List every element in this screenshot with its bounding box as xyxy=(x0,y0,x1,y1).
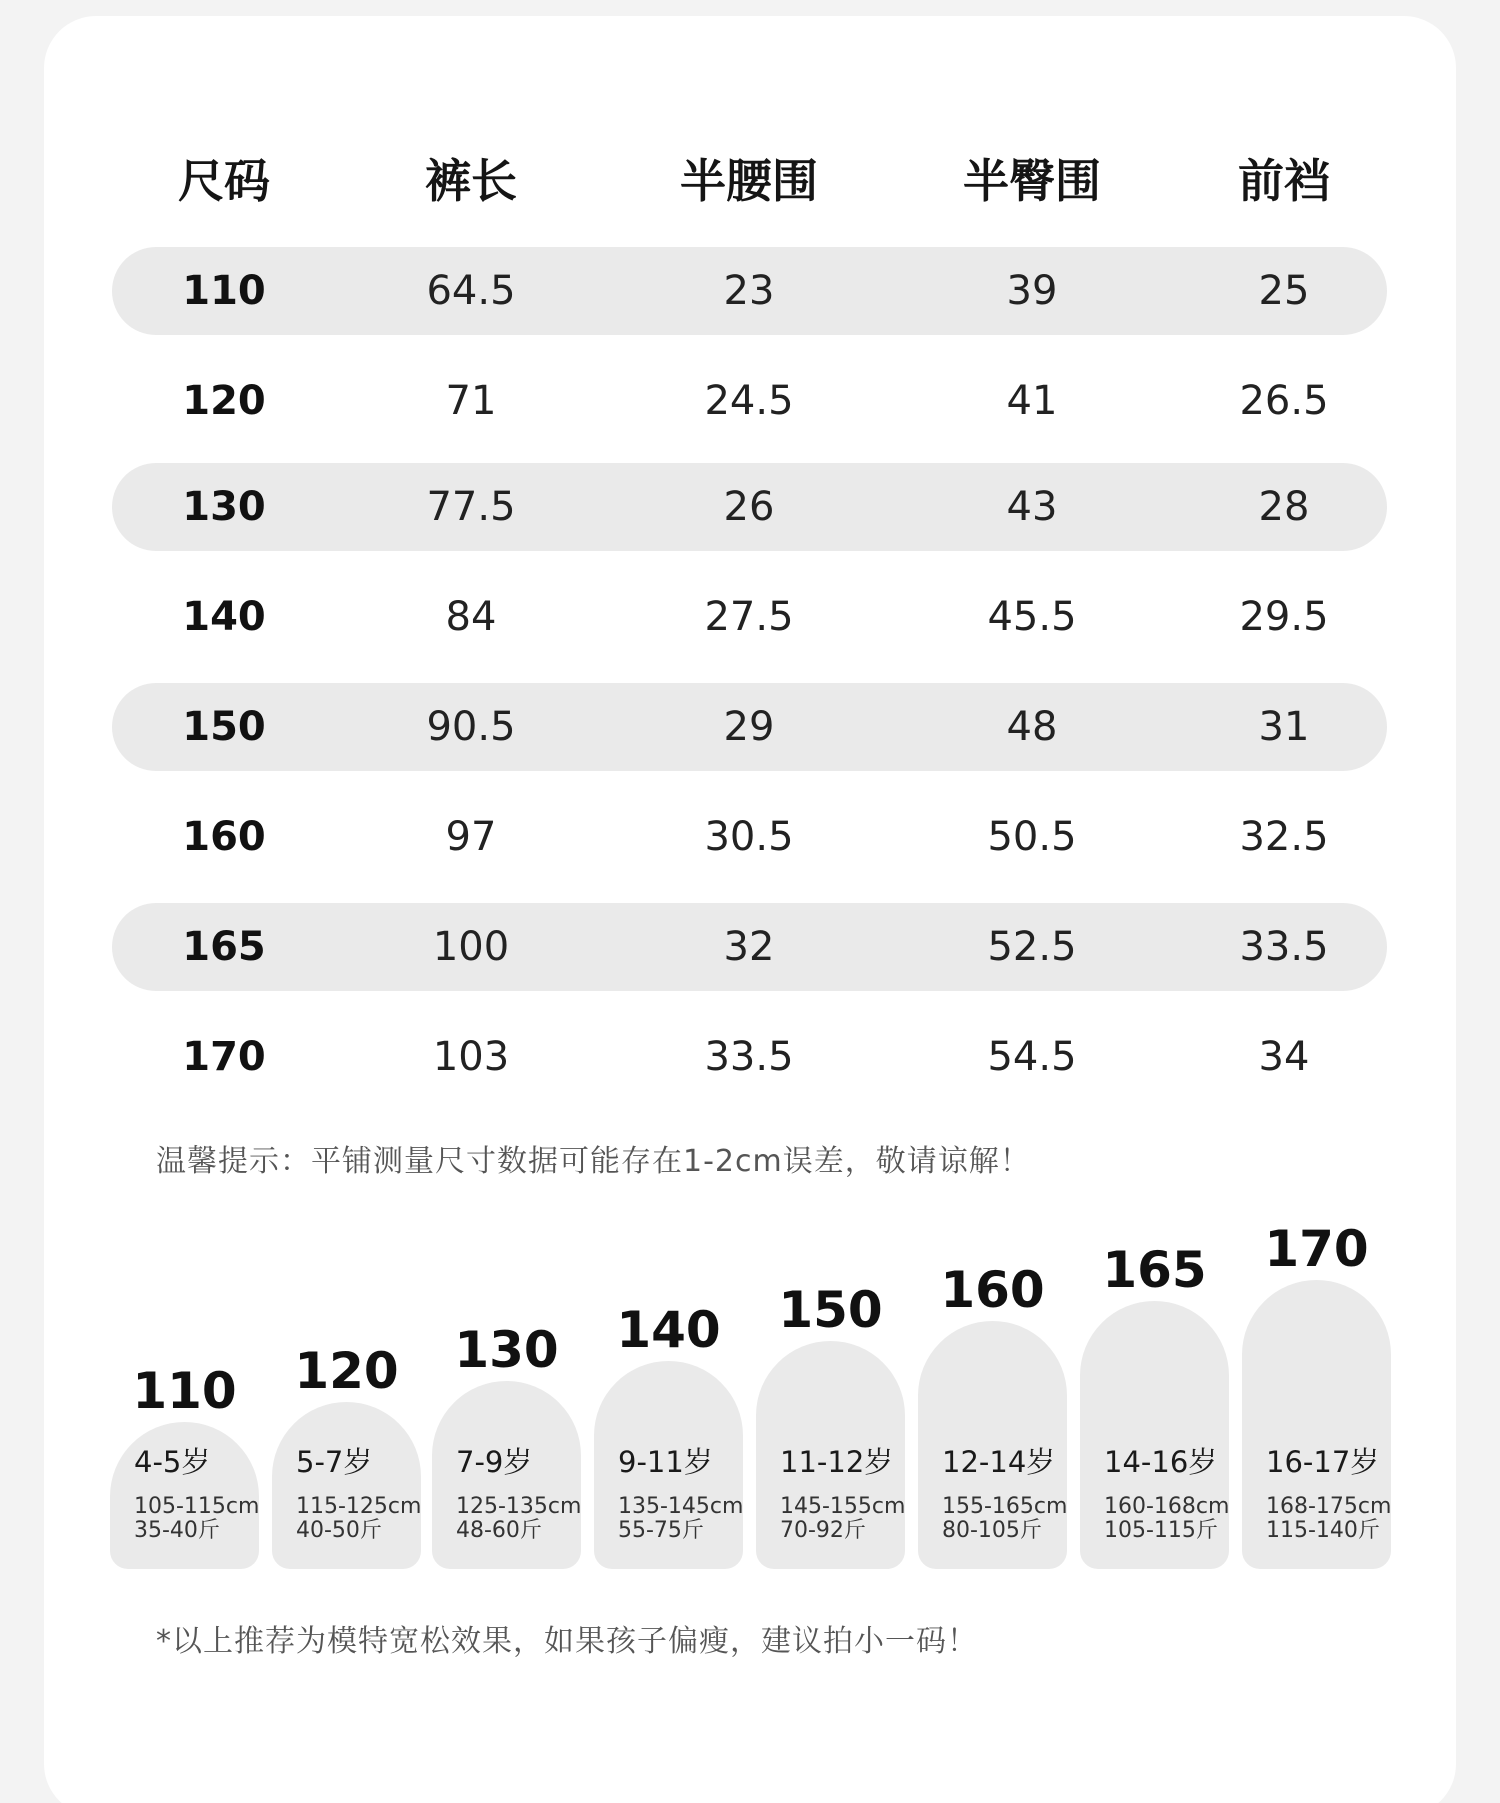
bar-height-range: 115-125cm xyxy=(296,1494,422,1519)
bar-height-range: 168-175cm xyxy=(1266,1494,1392,1519)
bar-size-label: 140 xyxy=(616,1301,721,1359)
cell-pants-length: 84 xyxy=(445,594,497,640)
cell-pants-length: 77.5 xyxy=(426,484,516,530)
bar-height-range: 105-115cm xyxy=(134,1494,260,1519)
cell-half-waist: 27.5 xyxy=(704,594,794,640)
bar-weight-range: 80-105斤 xyxy=(942,1518,1042,1543)
cell-size: 160 xyxy=(182,814,266,860)
cell-front-rise: 26.5 xyxy=(1239,378,1329,424)
cell-half-hip: 41 xyxy=(1006,378,1058,424)
cell-half-waist: 33.5 xyxy=(704,1034,794,1080)
cell-half-waist: 24.5 xyxy=(704,378,794,424)
cell-size: 110 xyxy=(182,268,266,314)
bar-age: 5-7岁 xyxy=(296,1445,373,1479)
cell-front-rise: 34 xyxy=(1258,1034,1310,1080)
cell-half-hip: 45.5 xyxy=(987,594,1077,640)
cell-pants-length: 64.5 xyxy=(426,268,516,314)
table-row xyxy=(44,1013,1456,1101)
header-pants-length: 裤长 xyxy=(425,154,517,208)
bar-size-label: 160 xyxy=(940,1261,1045,1319)
bar-height-range: 125-135cm xyxy=(456,1494,582,1519)
size-bar xyxy=(1080,1301,1229,1569)
header-size: 尺码 xyxy=(178,154,270,208)
bar-weight-range: 48-60斤 xyxy=(456,1518,542,1543)
bar-weight-range: 115-140斤 xyxy=(1266,1518,1380,1543)
size-bar xyxy=(918,1321,1067,1569)
bar-height-range: 155-165cm xyxy=(942,1494,1068,1519)
cell-pants-length: 100 xyxy=(432,924,510,970)
cell-size: 150 xyxy=(182,704,266,750)
bar-age: 16-17岁 xyxy=(1266,1445,1380,1479)
bar-age: 7-9岁 xyxy=(456,1445,533,1479)
size-bar xyxy=(1242,1280,1391,1569)
size-chart-card xyxy=(44,16,1456,1803)
cell-half-waist: 26 xyxy=(723,484,775,530)
measurement-tip: 温馨提示：平铺测量尺寸数据可能存在1-2cm误差，敬请谅解！ xyxy=(156,1144,1031,1179)
table-row xyxy=(44,247,1456,335)
cell-size: 165 xyxy=(182,924,266,970)
size-bar xyxy=(272,1402,421,1569)
cell-size: 130 xyxy=(182,484,266,530)
cell-pants-length: 90.5 xyxy=(426,704,516,750)
cell-half-waist: 30.5 xyxy=(704,814,794,860)
size-bar xyxy=(756,1341,905,1569)
table-row xyxy=(44,903,1456,991)
bar-age: 14-16岁 xyxy=(1104,1445,1218,1479)
bar-size-label: 165 xyxy=(1102,1241,1207,1299)
bar-weight-range: 35-40斤 xyxy=(134,1518,220,1543)
table-header xyxy=(44,146,1456,216)
bar-weight-range: 70-92斤 xyxy=(780,1518,866,1543)
bar-weight-range: 55-75斤 xyxy=(618,1518,704,1543)
cell-pants-length: 103 xyxy=(432,1034,510,1080)
bar-size-label: 120 xyxy=(294,1342,399,1400)
cell-half-hip: 43 xyxy=(1006,484,1058,530)
bar-height-range: 160-168cm xyxy=(1104,1494,1230,1519)
table-row xyxy=(44,463,1456,551)
cell-half-waist: 23 xyxy=(723,268,775,314)
bar-age: 11-12岁 xyxy=(780,1445,894,1479)
bar-age: 9-11岁 xyxy=(618,1445,713,1479)
size-bar xyxy=(432,1381,581,1569)
cell-front-rise: 31 xyxy=(1258,704,1310,750)
bar-age: 12-14岁 xyxy=(942,1445,1056,1479)
cell-size: 140 xyxy=(182,594,266,640)
header-half-hip: 半臀围 xyxy=(963,154,1101,208)
bar-height-range: 135-145cm xyxy=(618,1494,744,1519)
cell-front-rise: 28 xyxy=(1258,484,1310,530)
cell-pants-length: 71 xyxy=(445,378,497,424)
bar-size-label: 110 xyxy=(132,1362,237,1420)
bar-height-range: 145-155cm xyxy=(780,1494,906,1519)
size-bar xyxy=(110,1422,259,1569)
size-bar xyxy=(594,1361,743,1569)
cell-half-waist: 32 xyxy=(723,924,775,970)
recommendation-footnote: *以上推荐为模特宽松效果，如果孩子偏瘦，建议拍小一码！ xyxy=(156,1624,978,1659)
table-row xyxy=(44,573,1456,661)
cell-half-hip: 54.5 xyxy=(987,1034,1077,1080)
header-front-rise: 前裆 xyxy=(1238,154,1330,208)
cell-pants-length: 97 xyxy=(445,814,497,860)
cell-front-rise: 25 xyxy=(1258,268,1310,314)
bar-weight-range: 105-115斤 xyxy=(1104,1518,1218,1543)
bar-age: 4-5岁 xyxy=(134,1445,211,1479)
header-half-waist: 半腰围 xyxy=(680,154,818,208)
bar-weight-range: 40-50斤 xyxy=(296,1518,382,1543)
cell-half-hip: 39 xyxy=(1006,268,1058,314)
table-row xyxy=(44,793,1456,881)
cell-size: 120 xyxy=(182,378,266,424)
table-row xyxy=(44,683,1456,771)
table-row xyxy=(44,357,1456,445)
cell-front-rise: 33.5 xyxy=(1239,924,1329,970)
cell-half-hip: 48 xyxy=(1006,704,1058,750)
cell-front-rise: 29.5 xyxy=(1239,594,1329,640)
cell-half-hip: 52.5 xyxy=(987,924,1077,970)
cell-front-rise: 32.5 xyxy=(1239,814,1329,860)
bar-size-label: 170 xyxy=(1264,1220,1369,1278)
cell-size: 170 xyxy=(182,1034,266,1080)
cell-half-hip: 50.5 xyxy=(987,814,1077,860)
bar-size-label: 150 xyxy=(778,1281,883,1339)
cell-half-waist: 29 xyxy=(723,704,775,750)
bar-size-label: 130 xyxy=(454,1321,559,1379)
